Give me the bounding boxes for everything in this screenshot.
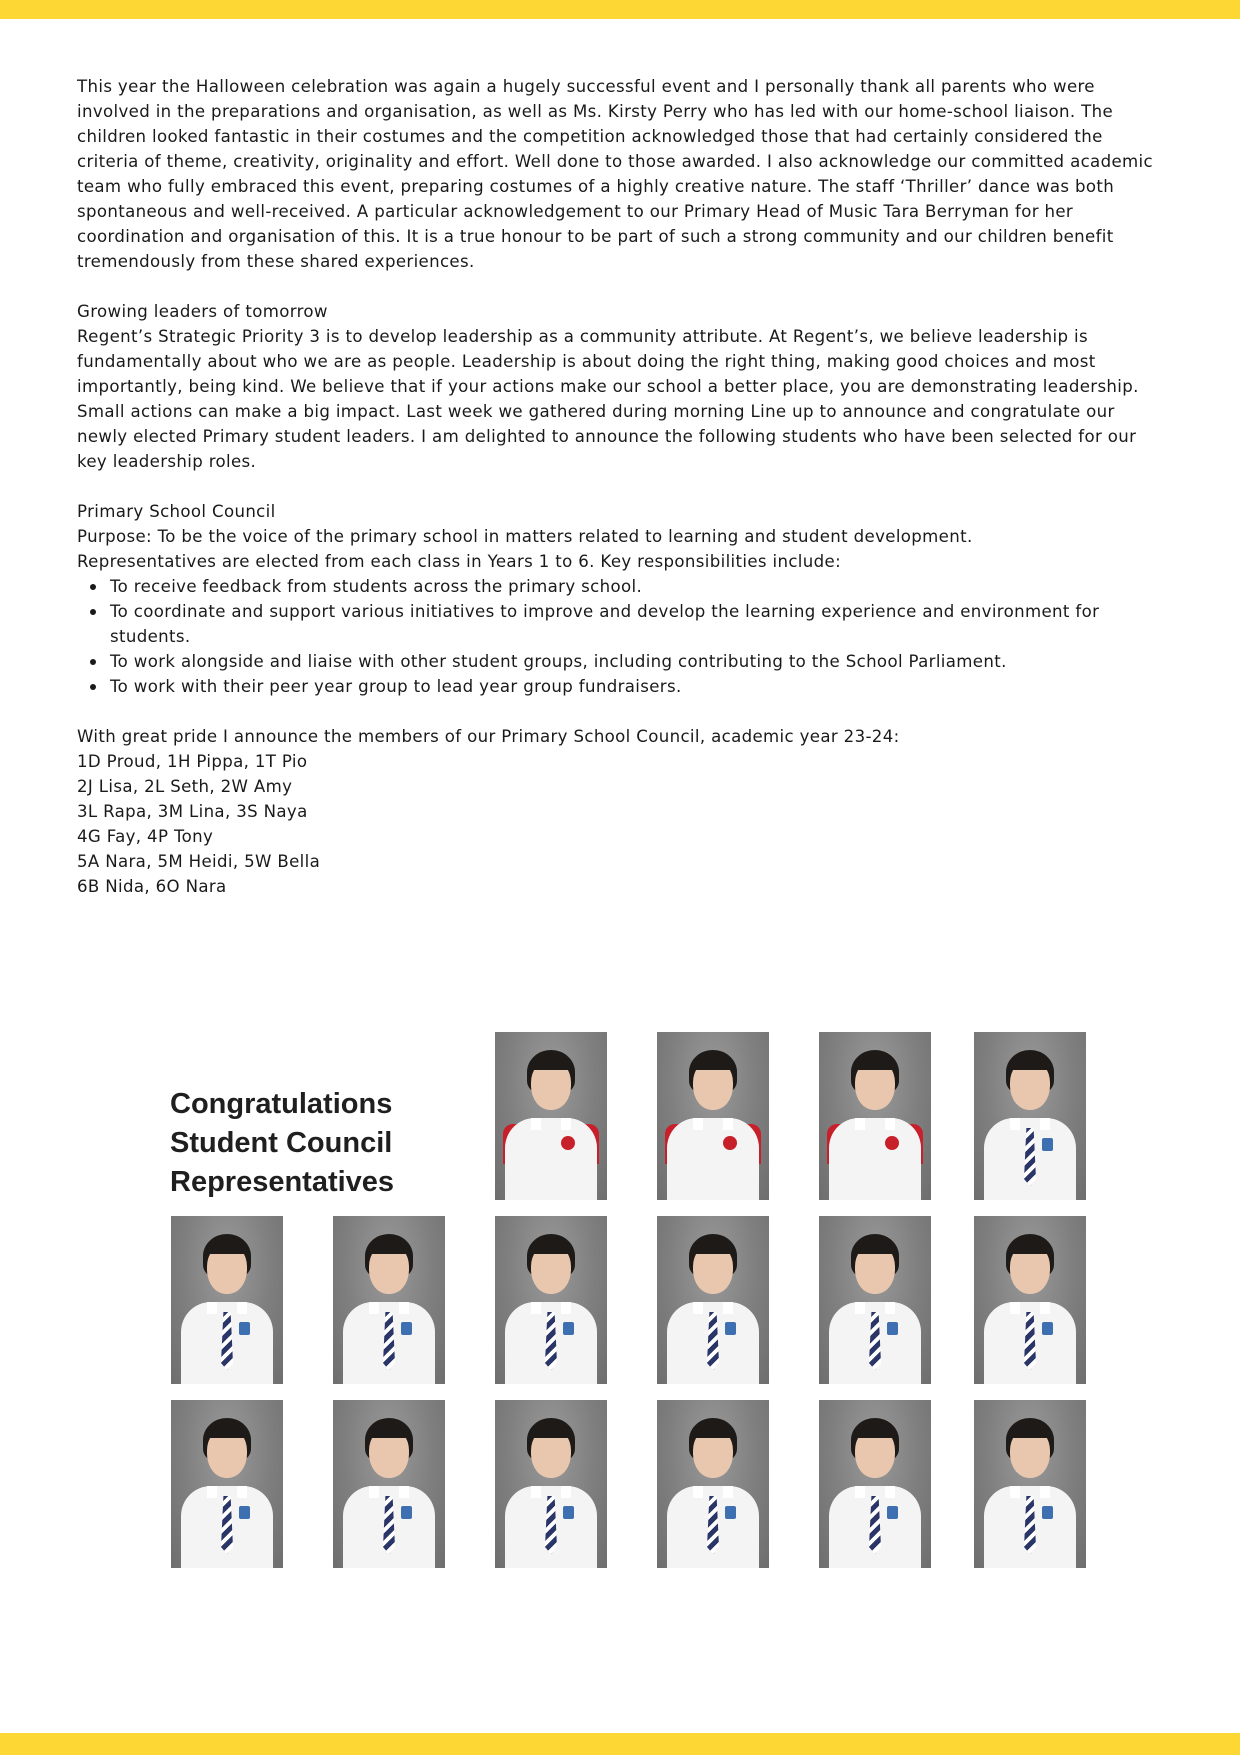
council-announcement: With great pride I announce the members of our Primary School Council, academic year 23-24: (77, 727, 900, 746)
members-list (77, 749, 1167, 899)
leaders-paragraph: Regent’s Strategic Priority 3 is to develop leadership as a community attribute. At Regent’s, we believe leadership is fundamentally about who we are as people. Leadership is about doing the right thing, making good choices and most importantly, being kind. We believe that if your actions make our school a better place, you are demonstrating leadership. Small actions can make a big impact. Last week we gathered during morning Line up to announce and congratulate our newly elected Primary student leaders. I am delighted to announce the following students who have been selected for our key leadership roles. (77, 327, 1139, 471)
members-row: 6B Nida, 6O Nara (77, 877, 227, 896)
collage-title-line: Congratulations (170, 1088, 393, 1120)
leaders-heading: Growing leaders of tomorrow (77, 302, 328, 321)
student-portrait-photo (333, 1400, 445, 1568)
student-portrait-photo (495, 1032, 607, 1200)
student-portrait-photo (333, 1216, 445, 1384)
council-purpose: Purpose: To be the voice of the primary school in matters related to learning and student development. (77, 527, 973, 546)
student-portrait-photo (495, 1400, 607, 1568)
members-row: 5A Nara, 5M Heidi, 5W Bella (77, 852, 321, 871)
student-portrait-photo (171, 1216, 283, 1384)
list-item: To receive feedback from students across the primary school. (110, 574, 1167, 599)
student-portrait-photo (657, 1032, 769, 1200)
newsletter-body (77, 74, 1167, 899)
collage-title-line: Representatives (170, 1166, 395, 1198)
halloween-paragraph: This year the Halloween celebration was again a hugely successful event and I personally thank all parents who were involved in the preparations and organisation, as well as Ms. Kirsty Perry who has led with our home-school liaison. The children looked fantastic in their costumes and the competition acknowledged those that had certainly considered the criteria of theme, creativity, originality and effort. Well done to those awarded. I also acknowledge our committed academic team who fully embraced this event, preparing costumes of a highly creative nature. The staff ‘Thriller’ dance was both spontaneous and well-received. A particular acknowledgement to our Primary Head of Music Tara Berryman for her coordination and organisation of this. It is a true honour to be part of such a strong community and our children benefit tremendously from these shared experiences. (77, 77, 1153, 271)
student-portrait-photo (974, 1400, 1086, 1568)
responsibilities-list (77, 574, 1167, 699)
list-item: To coordinate and support various initiatives to improve and develop the learning experience and environment for students. (110, 599, 1167, 649)
council-heading: Primary School Council (77, 502, 276, 521)
student-portrait-photo (819, 1216, 931, 1384)
members-row: 1D Proud, 1H Pippa, 1T Pio (77, 752, 308, 771)
top-accent-bar (0, 0, 1240, 19)
student-portrait-photo (974, 1216, 1086, 1384)
student-portrait-photo (819, 1032, 931, 1200)
list-item: To work with their peer year group to lead year group fundraisers. (110, 674, 1167, 699)
student-portrait-photo (657, 1400, 769, 1568)
members-row: 2J Lisa, 2L Seth, 2W Amy (77, 777, 293, 796)
bottom-accent-bar (0, 1733, 1240, 1755)
collage-title (170, 1085, 470, 1202)
student-portrait-photo (495, 1216, 607, 1384)
student-portrait-photo (657, 1216, 769, 1384)
student-portrait-photo (819, 1400, 931, 1568)
council-representatives: Representatives are elected from each class in Years 1 to 6. Key responsibilities include: (77, 552, 842, 571)
student-portrait-photo (974, 1032, 1086, 1200)
student-portrait-photo (171, 1400, 283, 1568)
collage-title-line: Student Council (170, 1127, 393, 1159)
members-row: 4G Fay, 4P Tony (77, 827, 214, 846)
list-item: To work alongside and liaise with other student groups, including contributing to the School Parliament. (110, 649, 1167, 674)
members-row: 3L Rapa, 3M Lina, 3S Naya (77, 802, 308, 821)
